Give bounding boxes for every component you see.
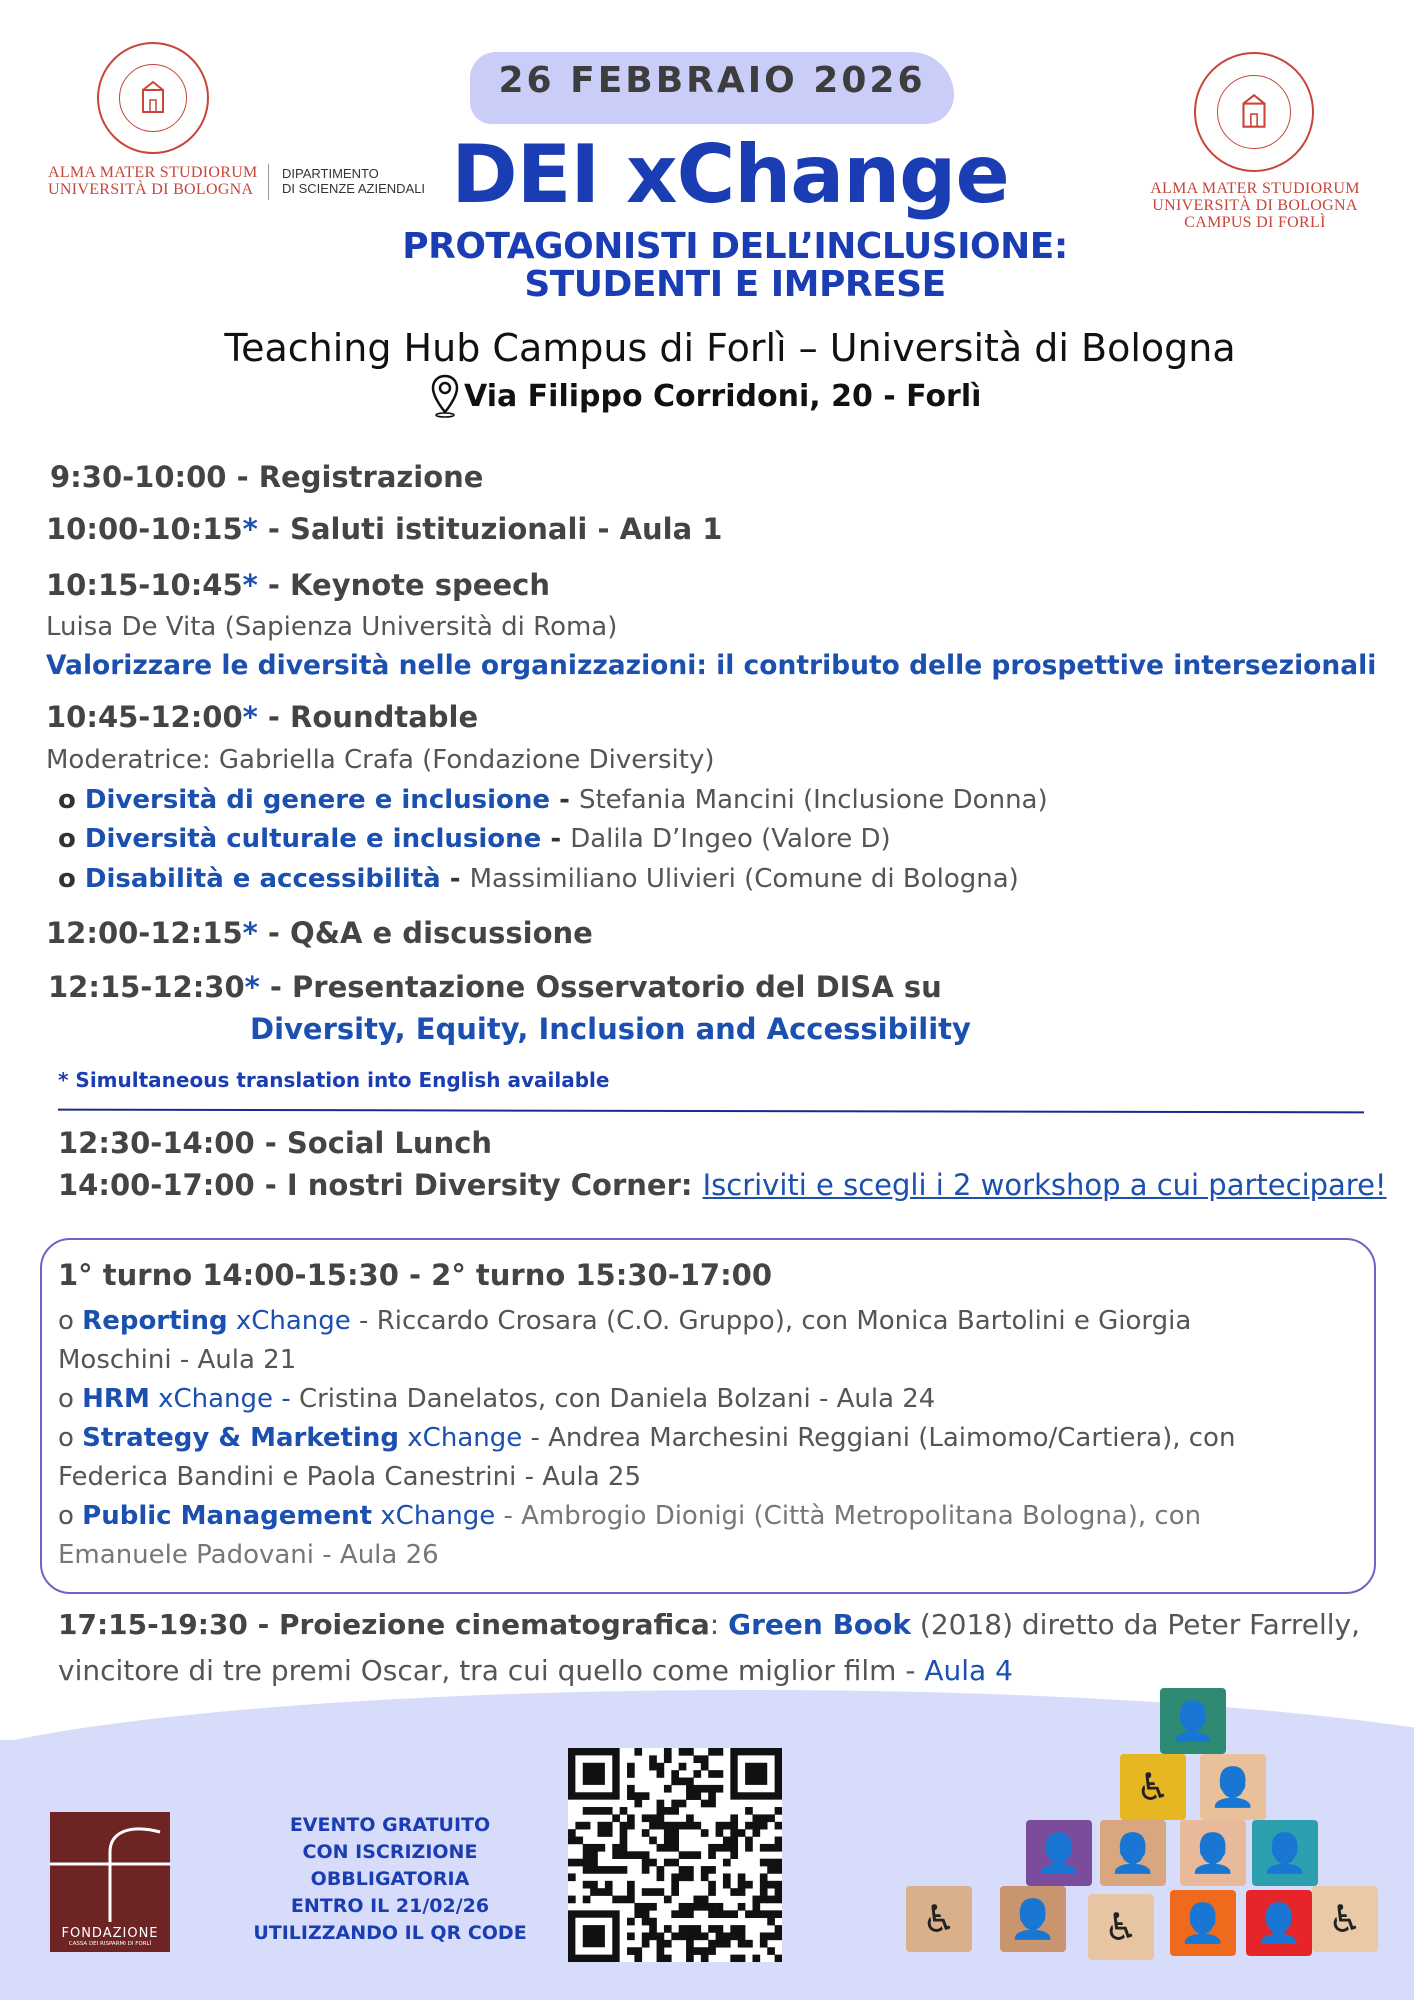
location-pin-icon (430, 374, 460, 418)
person-icon: 👤 (1160, 1688, 1226, 1754)
person-icon: 👤 (1100, 1820, 1166, 1886)
workshop-item: o Public Management xChange - Ambrogio Dionigi (Città Metropolitana Bologna), con (58, 1501, 1202, 1531)
keynote-speaker: Luisa De Vita (Sapienza Università di Roma) (46, 612, 618, 642)
fondazione-f-icon (50, 1812, 170, 1922)
roundtable-item: o Diversità culturale e inclusione - Dalila D’Ingeo (Valore D) (58, 824, 891, 854)
agenda-greetings: 10:00-10:15* - Saluti istituzionali - Aula 1 (46, 512, 723, 546)
fondazione-logo: FONDAZIONE CASSA DEI RISPARMI DI FORLÌ (50, 1812, 170, 1952)
agenda-film: 17:15-19:30 - Proiezione cinematografica: Green Book (2018) diretto da Peter Farrelly, (58, 1608, 1360, 1641)
event-subtitle: PROTAGONISTI DELL’INCLUSIONE: STUDENTI E IMPRESE (402, 226, 1068, 305)
agenda-registration: 9:30-10:00 - Registrazione (50, 460, 484, 494)
observatory-topic: Diversity, Equity, Inclusion and Accessibility (250, 1012, 971, 1046)
workshop-item-cont: Federica Bandini e Paola Canestrini - Aula 25 (58, 1462, 642, 1492)
event-title: DEI xChange (451, 128, 1009, 221)
person-icon: 👤 (1170, 1890, 1236, 1956)
wheelchair-icon: ♿ (1088, 1894, 1154, 1960)
person-icon: 👤 (1026, 1820, 1092, 1886)
university-name-left: ALMA MATER STUDIORUM UNIVERSITÀ DI BOLOGNA (48, 164, 258, 198)
workshop-item: o Reporting xChange - Riccardo Crosara (C.O. Gruppo), con Monica Bartolini e Giorgia (58, 1306, 1192, 1336)
roundtable-item: o Diversità di genere e inclusione - Stefania Mancini (Inclusione Donna) (58, 785, 1048, 815)
event-date: 26 FEBBRAIO 2026 (498, 60, 926, 101)
person-icon: 👤 (1246, 1890, 1312, 1956)
agenda-keynote: 10:15-10:45* - Keynote speech (46, 568, 550, 602)
person-icon: 👤 (1252, 1820, 1318, 1886)
workshop-item-cont: Emanuele Padovani - Aula 26 (58, 1540, 439, 1570)
wheelchair-icon: ♿ (906, 1886, 972, 1952)
roundtable-moderator: Moderatrice: Gabriella Crafa (Fondazione Diversity) (46, 745, 715, 775)
roundtable-item: o Disabilità e accessibilità - Massimiliano Ulivieri (Comune di Bologna) (58, 864, 1019, 894)
university-seal-left (97, 42, 209, 154)
film-description: vincitore di tre premi Oscar, tra cui quello come miglior film - Aula 4 (58, 1654, 1013, 1687)
registration-qr-code[interactable] (568, 1748, 782, 1962)
university-name-right: ALMA MATER STUDIORUM UNIVERSITÀ DI BOLOGNA CAMPUS DI FORLÌ (1150, 180, 1360, 231)
keynote-talk-title: Valorizzare le diversità nelle organizzazioni: il contributo delle prospettive intersezionali (46, 650, 1377, 681)
address: Via Filippo Corridoni, 20 - Forlì (430, 374, 1030, 418)
section-divider (58, 1109, 1364, 1114)
agenda-lunch: 12:30-14:00 - Social Lunch (58, 1126, 493, 1160)
qr-code-icon (568, 1748, 782, 1962)
translation-note: * Simultaneous translation into English available (58, 1068, 610, 1092)
agenda-observatory: 12:15-12:30* - Presentazione Osservatorio del DISA su (48, 970, 942, 1004)
workshop-item-cont: Moschini - Aula 21 (58, 1345, 297, 1375)
agenda-roundtable: 10:45-12:00* - Roundtable (46, 700, 479, 734)
workshop-item: o HRM xChange - Cristina Danelatos, con Daniela Bolzani - Aula 24 (58, 1384, 936, 1414)
wheelchair-icon: ♿ (1312, 1886, 1378, 1952)
agenda-qa: 12:00-12:15* - Q&A e discussione (46, 916, 593, 950)
venue: Teaching Hub Campus di Forlì – Università di Bologna (224, 326, 1236, 370)
person-icon: 👤 (1200, 1754, 1266, 1820)
university-seal-right (1194, 52, 1314, 172)
person-icon: 👤 (1000, 1886, 1066, 1952)
workshop-registration-link[interactable]: Iscriviti e scegli i 2 workshop a cui partecipare! (702, 1168, 1387, 1202)
registration-info: EVENTO GRATUITO CON ISCRIZIONE OBBLIGATORIA ENTRO IL 21/02/26 UTILIZZANDO IL QR CODE (253, 1814, 527, 1944)
wheelchair-icon: ♿ (1120, 1754, 1186, 1820)
logo-divider (268, 164, 269, 200)
workshop-item: o Strategy & Marketing xChange - Andrea Marchesini Reggiani (Laimomo/Cartiera), con (58, 1423, 1236, 1453)
department-name: DIPARTIMENTO DI SCIENZE AZIENDALI (282, 166, 426, 196)
workshop-shifts: 1° turno 14:00-15:30 - 2° turno 15:30-17:00 (58, 1258, 773, 1292)
person-icon: 👤 (1180, 1820, 1246, 1886)
agenda-diversity-corner: 14:00-17:00 - I nostri Diversity Corner: Iscriviti e scegli i 2 workshop a cui partecipare! (58, 1168, 1387, 1202)
